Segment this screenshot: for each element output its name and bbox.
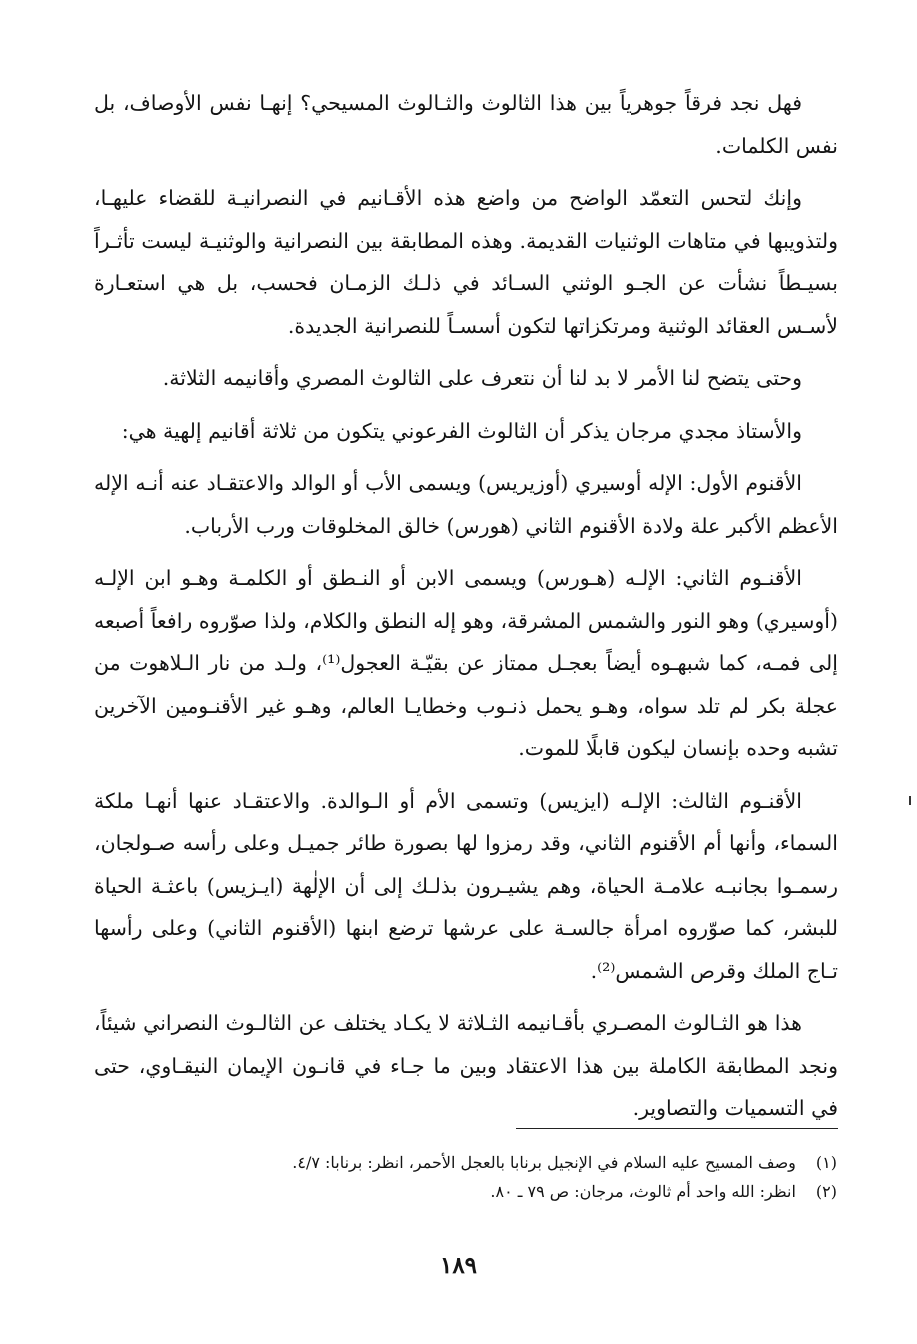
footnote-2-text: انظر: الله واحد أم ثالوث، مرجان: ص ٧٩ ـ ٨٠. [490,1182,796,1201]
footnote-1 [97,1148,837,1177]
paragraph-5: الأقنوم الأول: الإله أوسيري (أوزيريس) ويسمى الأب أو الوالد والاعتقـاد عنه أنـه الإله الأعظم الأكبر علة ولادة الأقنوم الثاني (هورس) خالق المخلوقات ورب الأرباب. [94,471,838,538]
footnote-divider [516,1128,838,1129]
paragraph-3: وحتى يتضح لنا الأمر لا بد لنا أن نتعرف على الثالوث المصري وأقانيمه الثلاثة. [162,366,802,390]
paragraph-1: فهل نجد فرقاً جوهرياً بين هذا الثالوث والثـالوث المسيحي؟ إنهـا نفس الأوصاف، بل نفس الكلمات. [94,91,838,158]
page-body [94,82,838,1140]
footnote-1-text: وصف المسيح عليه السلام في الإنجيل برنابا بالعجل الأحمر، انظر: برنابا: ٤/٧. [292,1153,796,1172]
paragraph-8: هذا هو الثـالوث المصـري بأقـانيمه الثـلاثة لا يكـاد يختلف عن الثالـوث النصراني شيئاً، ونجد المطابقة الكاملة بين هذا الاعتقاد وبين ما جـاء في قانـون الإيمان النيقـاوي، حتى في التسميات والتصاوير. [94,1011,838,1120]
footnote-2-mark: (٢) [815,1182,837,1201]
paragraph-7: الأقنـوم الثالث: الإلـه (ايزيس) وتسمى الأم أو الـوالدة. والاعتقـاد عنها أنهـا ملكة السماء، وأنها أم الأقنوم الثاني، وقد رمزوا لها بصورة طائر جميـل وعلى رأسه صـولجان، رسمـوا بجانبـه علامـة الحياة، وهم يشيـرون بذلـك إلى أن الإلٰهة (ايـزيس) باعثـة الحياة للبشر، كما صوّروه امرأة جالسـة على عرشها ترضع ابنها (الأقنوم الثاني) وعلى رأسها تـاج الملك وقرص الشمس⁽²⁾. [94,788,838,983]
footnotes [97,1148,837,1206]
paragraph-2: وإنك لتحس التعمّد الواضح من واضع هذه الأقـانيم في النصرانيـة للقضاء عليهـا، ولتذويبها في متاهات الوثنيات القديمة. وهذه المطابقة بين النصرانية والوثنيـة ليست تأثـراً بسيـطاً نشأت عن الجـو الوثني السـائد في ذلـك الزمـان فحسب، بل هي استعـارة لأسـس العقائد الوثنية ومرتكزاتها لتكون أسسـاً للنصرانية الجديدة. [94,186,838,338]
footnote-2 [97,1177,837,1206]
paragraph-4: والأستاذ مجدي مرجان يذكر أن الثالوث الفرعوني يتكون من ثلاثة أقانيم إلهية هي: [121,418,802,443]
paragraph-6: الأقنـوم الثاني: الإلـه (هـورس) ويسمى الابن أو النـطق أو الكلمـة وهـو ابن الإلـه (أوسيري) وهو النور والشمس المشرقة، وهو إله النطق والكلام، ولذا صوّروه رافعاً أصبعه إلى فمـه، كما شبهـوه أيضاً بعجـل ممتاز عن بقيّـة العجول⁽¹⁾، ولـد من نار الـلاهوت من عجلة بكر لم تلد سواه، وهـو يحمل ذنـوب وخطايـا العالم، وهـو غير الأقنـومين الآخرين تشبه وحده بإنسان ليكون قابلًا للموت. [94,566,838,760]
scan-mark [909,796,911,805]
footnote-1-mark: (١) [815,1153,837,1172]
page-number: ١٨٩ [439,1252,478,1279]
